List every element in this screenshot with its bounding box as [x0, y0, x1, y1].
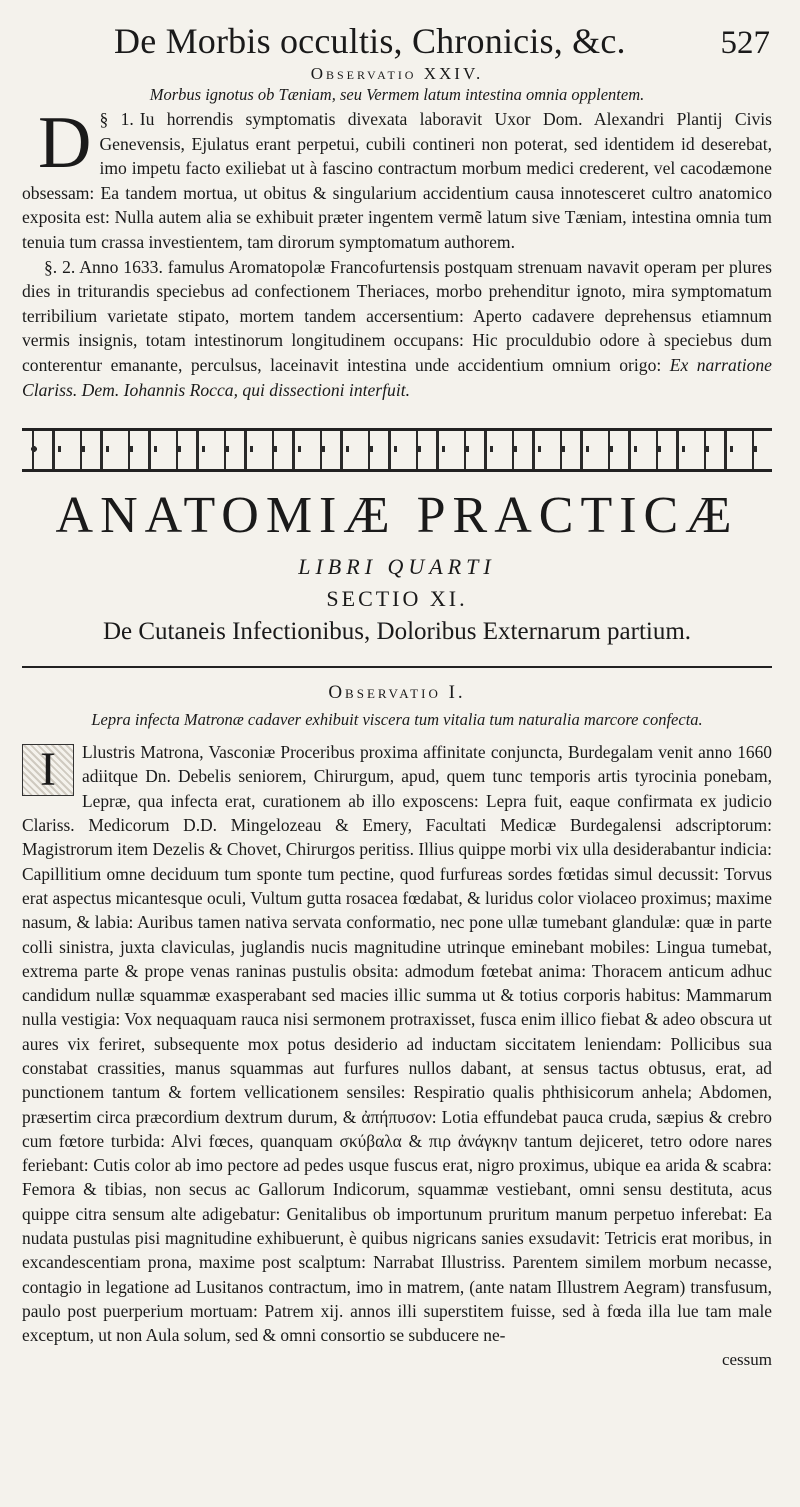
drop-cap: D [38, 102, 92, 184]
decorative-ornament-band [22, 428, 772, 472]
observation-heading: Observatio I. [328, 682, 466, 704]
paragraph-2-text: §. 2. Anno 1633. famulus Aromatopolæ Francofurtensis postquam strenuam navavit operam per plures dies in triturandis speciebus ad confectionem Theriaces, morbo prehenditur ignoto, mira symptomatum terribilium varietate stipato, mortem tandem accersentium: Aperto cadavere deprehensus etiamnum vermis insignis, totam intestinorum longitudinem occupans: Hic proculdubio odore à speciebus dum conterentur emanante, perculsus, laceinavit intestina unde accidentium omnium origo: [22, 256, 772, 375]
sectio-label: SECTIO XI. [326, 586, 468, 612]
paragraph-1-text: Iu horrendis symptomatis divexata laboravit Uxor Dom. Alexandri Plantij Civis Genevensis, Ejulatus erant perpetui, cubili contineri non poterat, sed identidem id deserebat, imo impetu facto exiliebat ut à fascino contractum morbum medici crederent, vel cacodæmone obsessam: Ea tandem mortua, ut obitus & singularium accidentium causa innotesceret cultro anatomico exposita est: Nulla autem alia se exhibuit præter ingentem vermẽ latum sive Tæniam, intestina omnia tum tenuia tum crassa investientem, tam dirorum symptomatum authorem. [22, 109, 772, 252]
running-head [114, 20, 770, 62]
main-paragraph-text: Llustris Matrona, Vasconiæ Proceribus proxima affinitate conjuncta, Burdegalam venit anno 1660 adiitque Dn. Debelis seniorem, Chirurgum, apud, quem tunc temporis artis tyrocinia ponebam, Lepræ, qua infecta erat, curationem ab illo exposcens: Lepra fuit, eaque confirmata ex judicio Clariss. Medicorum D.D. Mingelozeau & Emery, Facultati Medicæ Burdegalensi adscriptorum: Magistrorum item Dezelis & Chovet, Chirurgos peritiss. Illius quippe morbi vix ulla desiderabantur indicia: Capillitium omne deciduum tum sponte tum pectine, quod furfureas sordes fœtidas simul decussit: Torvus erat aspectus micantesque oculi, Vultum gutta rosacea fœdabat, & luridus color violaceo proximus; maxime nasum, & labia: Auribus tamen nativa servata conformatio, nec pone ullæ tumebant glandulæ: quæ in parte colli sinistra, juxta claviculas, juglandis nucis magnitudine utrinque eminebant mobiles: Lingua tumebat, extrema parte & prope venas raninas pustulis obsita: admodum fœtebat anima: Thoracem anticum adhuc candidum nullæ squammæ exasperabant sed macies illic summa ut & totius corporis habitus: Mammarum nulla vestigia: Vox nequaquam rauca nisi sermonem protraxisset, fusca enim illico fiebat & adeo obscura ut aures vix feriret, subsequente mox potus desiderio ad inductam siccitatem leniendam: Pollicibus sua constabat crassities, manus squammas aut furfures nullos dabant, at sensus tactus obtusus, erat, ad punctionem tantum & fortem vellicationem sensiles: Respiratio qualis phthisicorum anhela; Abdomen, præsertim circa præcordium dextrum durum, & ἀπήπυσον: Lotia effundebat pauca cruda, sæpius & crebro cum fœtore turbida: Alvi fœces, quanquam σκύβαλα & πιρ ἀνάγκην tantum dejiceret, tetro odore nares feriebant: Cutis color ab imo pectore ad pedes usque fuscus erat, nigro proximus, ubique ea arida & scabra: Femora & tibias, non secus ac Gallorum Indicorum, squammæ vestiebant, omni sensu destituta, acus quippe citra sensum alte adigebatur: Genitalibus ob importunum pruritum manum perpetuo inferebat: Ea nudata pustulas pisi magnitudine exhibuerunt, è quibus nigricans sanies exsudavit: Tetricis erat moribus, in excandescentiam prona, maxime post scalptum: Narrabat Illustriss. Parentem similem morbum necasse, contagio in legatione ad Lusitanos contractum, imo in matrem, (ante natam Illustrem Aegram) transfusum, paulo post puerperium mortuam: Patrem xij. annos illi superstitem fuisse, sed à fœda illa lue tam male exceptum, ut non Aula solum, sed & omni consortio se subducere ne- [22, 742, 772, 1346]
observation-heading: Observatio XXIV. [310, 64, 484, 83]
catchword: cessum [721, 1349, 772, 1369]
page-number: 527 [720, 25, 770, 61]
paragraph-2 [22, 255, 772, 403]
running-title: De Morbis occultis, Chronicis, &c. [114, 21, 626, 61]
observation-summary: Lepra infecta Matronæ cadaver exhibuit viscera tum vitalia tum naturalia marcore confecta. [91, 710, 703, 730]
section-title: ANATOMIÆ PRACTICÆ [55, 487, 739, 545]
divider-rule [22, 666, 772, 668]
main-paragraph [22, 740, 772, 1347]
section-mark: § 1. [99, 109, 134, 129]
paragraph-2-source: Ex narratione Clariss. Dem. Iohannis Rocca, qui dissectioni interfuit. [22, 354, 772, 400]
paragraph-1 [22, 102, 772, 255]
ornamental-initial: I [22, 744, 74, 796]
observation-summary: Morbus ignotus ob Tæniam, seu Vermem latum intestina omnia opplentem. [149, 85, 645, 104]
book-label: LIBRI QUARTI [298, 554, 496, 580]
section-subtitle: De Cutaneis Infectionibus, Doloribus Externarum partium. [102, 618, 692, 646]
